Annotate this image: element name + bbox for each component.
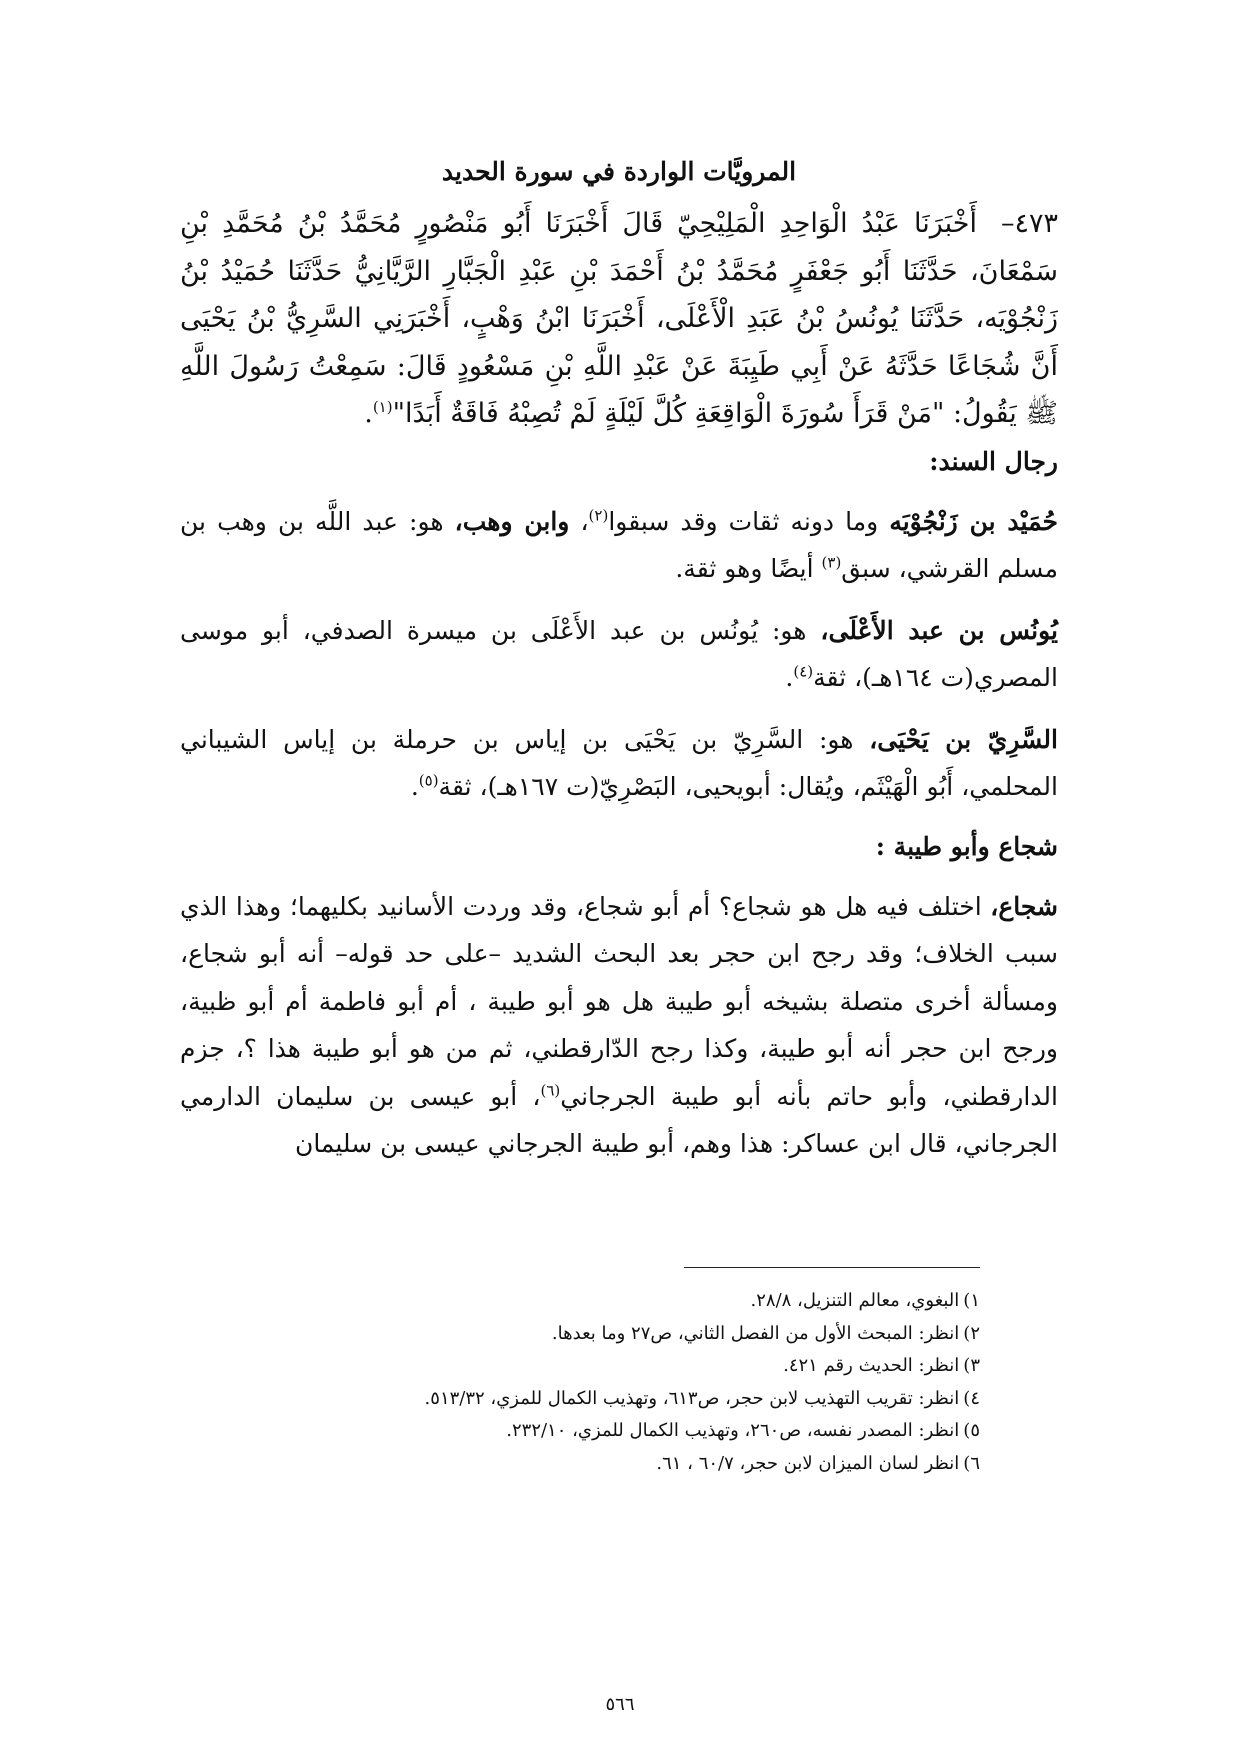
footnote-item [425, 1383, 980, 1416]
footnote-text: انظر: تقريب التهذيب لابن حجر، ص٦١٣، وتهذيب الكمال للمزي، ٥١٣/٣٢. [424, 1387, 960, 1409]
paragraph-text: ، [569, 506, 589, 536]
narrator-name: حُمَيْد بن زَنْجُوْيَه [889, 506, 1059, 536]
footnote-ref: (٣) [821, 553, 842, 572]
paragraph-humaid [180, 498, 1058, 593]
paragraph-yunus [180, 607, 1058, 702]
hadith-body: أَخْبَرَنَا عَبْدُ الْوَاحِدِ الْمَلِيْحِيّ قَالَ أَخْبَرَنَا أَبُو مَنْصُورٍ مُحَمَّدُ بْنُ مُحَمَّدِ بْنِ سَمْعَانَ، حَدَّثَنَا أَبُو جَعْفَرٍ مُحَمَّدُ بْنُ أَحْمَدَ بْنِ عَبْدِ الْجَبَّارِ الرَّيَّانِيُّ حَدَّثَنَا حُمَيْدُ بْنُ زَنْجُوْيَه، حَدَّثَنَا يُونُسُ بْنُ عَبَدِ الْأَعْلَى، أَخْبَرَنَا ابْنُ وَهْبٍ، أَخْبَرَنِي السَّرِيُّ بْنُ يَحْيَى أَنَّ شُجَاعًا حَدَّثَهُ عَنْ أَبِي طَيِبَةَ عَنْ عَبْدِ اللَّهِ بْنِ مَسْعُودٍ قَالَ: سَمِعْتُ رَسُولَ اللَّهِ ﷺ يَقُولُ: "مَنْ قَرَأَ سُورَةَ الْوَاقِعَةِ كُلَّ لَيْلَةٍ لَمْ تُصِبْهُ فَاقَةٌ أَبَدًا" [180, 208, 1058, 429]
narrator-name: وابن وهب، [454, 506, 570, 536]
footnote-item [425, 1415, 980, 1448]
footnote-ref: (٢) [588, 506, 609, 525]
section-heading-shuja: شجاع وأبو طيبة : [875, 831, 1058, 861]
hadith-text [180, 200, 1058, 438]
paragraph-text: أيضًا وهو ثقة. [675, 554, 822, 583]
footnote-ref: (٤) [793, 662, 814, 681]
footnote-item [425, 1318, 980, 1351]
footnote-text: انظر: المبحث الأول من الفصل الثاني، ص٢٧ وما بعدها. [551, 1322, 960, 1344]
footnote-number: ٥) [963, 1420, 980, 1441]
paragraph-text: هو: يُونُس بن عبد الأَعْلَى بن ميسرة الصدفي، أبو موسى المصري(ت ١٦٤هـ)، ثقة [180, 615, 1058, 692]
paragraph-text: ، أبو عيسى بن سليمان الدارمي الجرجاني، قال ابن عساكر: هذا وهم، أبو طيبة الجرجاني عيسى بن سليمان [180, 1081, 1058, 1158]
footnote-ref: (٦) [540, 1081, 561, 1100]
paragraph-text: اختلف فيه هل هو شجاع؟ أم أبو شجاع، وقد وردت الأسانيد بكليهما؛ وهذا الذي سبب الخلاف؛ وقد رجح ابن حجر بعد البحث الشديد –على حد قوله– أنه أبو شجاع، ومسألة أخرى متصلة بشيخه أبو طيبة هل هو أبو طيبة ، أم أبو فاطمة أم أبو ظبية، ورجح ابن حجر أنه أبو طيبة، وكذا رجح الدّارقطني، ثم من هو أبو طيبة هذا ؟، جزم الدارقطني، وأبو حاتم بأنه أبو طيبة الجرجاني [180, 891, 1058, 1111]
paragraph-sari [180, 716, 1058, 811]
hadith-number: ٤٧٣– [1000, 208, 1058, 239]
paragraph-text: هو: السَّرِيّ بن يَحْيَى بن إياس بن حرملة بن إياس الشيباني المحلمي، أَبُو الْهَيْثَم، ويُقال: أبويحيى، البَصْرِيّ(ت ١٦٧هـ)، ثقة [180, 724, 1058, 801]
section-heading-rijal: رجال السند: [929, 446, 1058, 476]
narrator-name: السَّرِيّ بن يَحْيَى، [869, 724, 1058, 754]
footnote-text: انظر: الحديث رقم ٤٢١. [783, 1355, 960, 1376]
footnote-ref: (٥) [418, 771, 439, 790]
paragraph-shuja [180, 883, 1058, 1168]
paragraph-text: وما دونه ثقات وقد سبقوا [608, 506, 890, 536]
page-number: ٥٦٦ [605, 1694, 635, 1715]
main-text [180, 148, 1058, 1182]
paragraph-text: . [785, 663, 794, 692]
paragraph-text: . [410, 772, 419, 801]
footnote-item [425, 1350, 980, 1383]
paragraph-text: هو: عبد اللَّه بن وهب بن مسلم القرشي، سبق [180, 506, 1058, 583]
page-title: المرويَّات الواردة في سورة الحديد [441, 157, 797, 186]
footnote-number: ٣) [963, 1355, 980, 1376]
footnote-item [425, 1448, 980, 1481]
hadith-end: . [364, 398, 373, 429]
footnote-number: ١) [963, 1290, 980, 1311]
footnote-number: ٦) [963, 1452, 980, 1474]
footnote-ref: (١) [372, 398, 393, 416]
footnote-number: ٢) [963, 1322, 980, 1344]
footnotes [425, 1285, 980, 1480]
footnote-separator [684, 1267, 980, 1268]
footnote-text: انظر: المصدر نفسه، ص٢٦٠، وتهذيب الكمال للمزي، ٢٣٢/١٠. [506, 1420, 960, 1441]
narrator-name: شجاع، [990, 891, 1058, 921]
footnote-number: ٤) [963, 1387, 980, 1409]
narrator-name: يُونُس بن عبد الأَعْلَى، [820, 615, 1058, 645]
footnote-text: انظر لسان الميزان لابن حجر، ٦٠/٧ ، ٦١. [656, 1452, 960, 1474]
footnote-text: البغوي، معالم التنزيل، ٢٨/٨. [750, 1290, 960, 1311]
footnote-item [425, 1285, 980, 1318]
